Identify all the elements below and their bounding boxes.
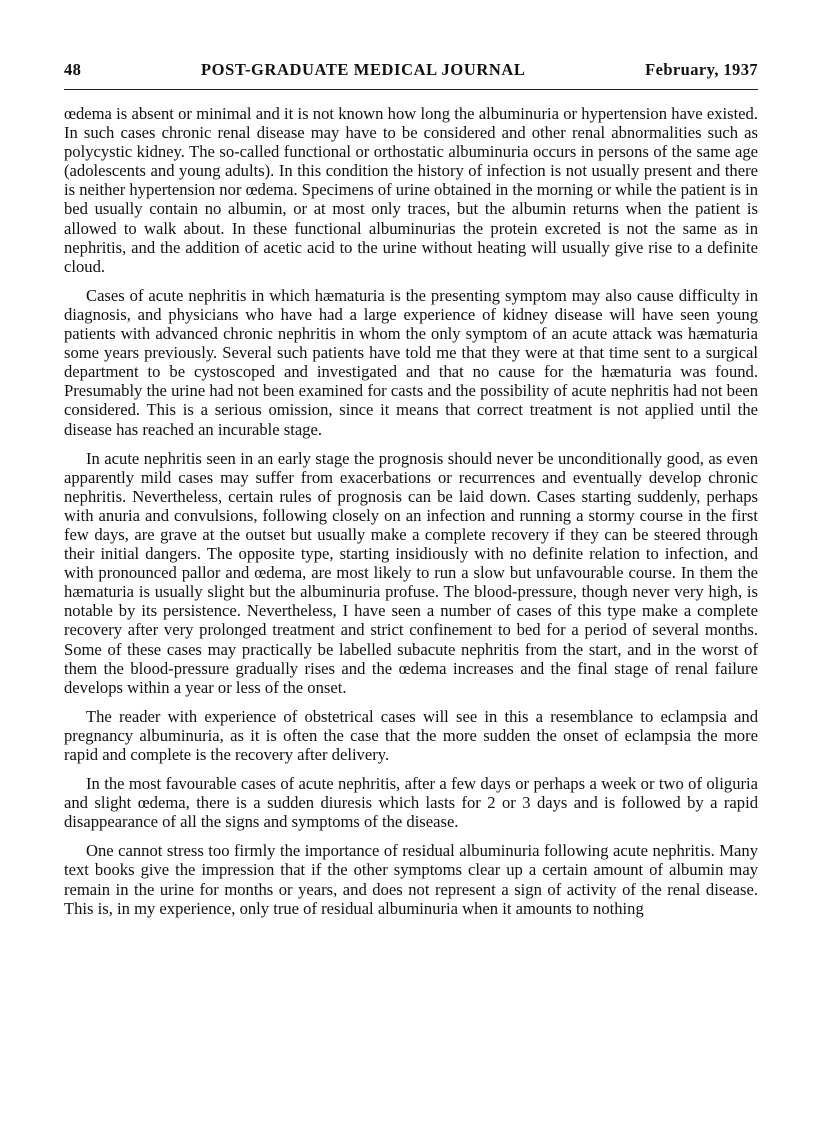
paragraph: In acute nephritis seen in an early stage the prognosis should never be unconditionally good, as even apparently mild cases may suffer from exacerbations or recurrences and eventually develop chronic nephritis. Nevertheless, certain rules of prognosis can be laid down. Cases starting suddenly, perhaps with anuria and convulsions, following closely on an infection and running a stormy course in the first few days, are grave at the outset but usually make a complete recovery if they can be steered through their initial dangers. The opposite type, starting insidiously with no definite relation to infection, and with pronounced pallor and œdema, are most likely to run a slow but unfavourable course. In them the hæmaturia is usually slight but the albuminuria profuse. The blood-pressure, though never very high, is notable by its persistence. Nevertheless, I have seen a number of cases of this type make a complete recovery after very prolonged treatment and strict confinement to bed for a period of several months. Some of these cases may practically be labelled subacute nephritis from the start, and in the worst of them the blood-pressure gradually rises and the œdema increases and the final stage of renal failure develops within a year or less of the onset. xyxy=(64,448,758,697)
paragraph: In the most favourable cases of acute nephritis, after a few days or perhaps a week or two of oliguria and slight œdema, there is a sudden diuresis which lasts for 2 or 3 days and is followed by a rapid disappearance of all the signs and symptoms of the disease. xyxy=(64,774,758,832)
running-header xyxy=(64,60,758,90)
journal-title: POST-GRADUATE MEDICAL JOURNAL xyxy=(200,60,526,79)
article-body xyxy=(64,104,758,918)
page-number: 48 xyxy=(64,60,82,79)
paragraph: The reader with experience of obstetrical cases will see in this a resemblance to eclampsia and pregnancy albuminuria, as it is often the case that the more sudden the onset of eclampsia the more rapid and complete is the recovery after delivery. xyxy=(64,706,758,764)
paragraph: One cannot stress too firmly the importance of residual albuminuria following acute nephritis. Many text books give the impression that if the other symptoms clear up a certain amount of albumin may remain in the urine for months or years, and does not represent a sign of activity of the renal disease. This is, in my experience, only true of residual albuminuria when it amounts to nothing xyxy=(64,841,758,918)
paragraph: Cases of acute nephritis in which hæmaturia is the presenting symptom may also cause difficulty in diagnosis, and physicians who have had a large experience of kidney disease will have seen young patients with advanced chronic nephritis in whom the only symptom of an acute attack was hæmaturia some years previously. Several such patients have told me that they were at that time sent to a surgical department to be cystoscoped and investigated and that no cause for the hæmaturia was found. Presumably the urine had not been examined for casts and the possibility of acute nephritis had not been considered. This is a serious omission, since it means that correct treatment is not applied until the disease has reached an incurable stage. xyxy=(64,285,758,439)
paragraph: œdema is absent or minimal and it is not known how long the albuminuria or hypertension have existed. In such cases chronic renal disease may have to be considered and other renal abnormalities such as polycystic kidney. The so-called functional or orthostatic albuminuria occurs in persons of the same age (adolescents and young adults). In this condition the history of infection is not usually present and there is neither hypertension nor œdema. Specimens of urine obtained in the morning or while the patient is in bed usually contain no albumin, or at most only traces, but the albumin returns when the patient is allowed to walk about. In these functional albuminurias the protein excreted is not the same as in nephritis, and the addition of acetic acid to the urine without heating will usually give rise to a definite cloud. xyxy=(64,104,759,276)
issue-date: February, 1937 xyxy=(645,60,758,79)
journal-page xyxy=(64,60,758,928)
